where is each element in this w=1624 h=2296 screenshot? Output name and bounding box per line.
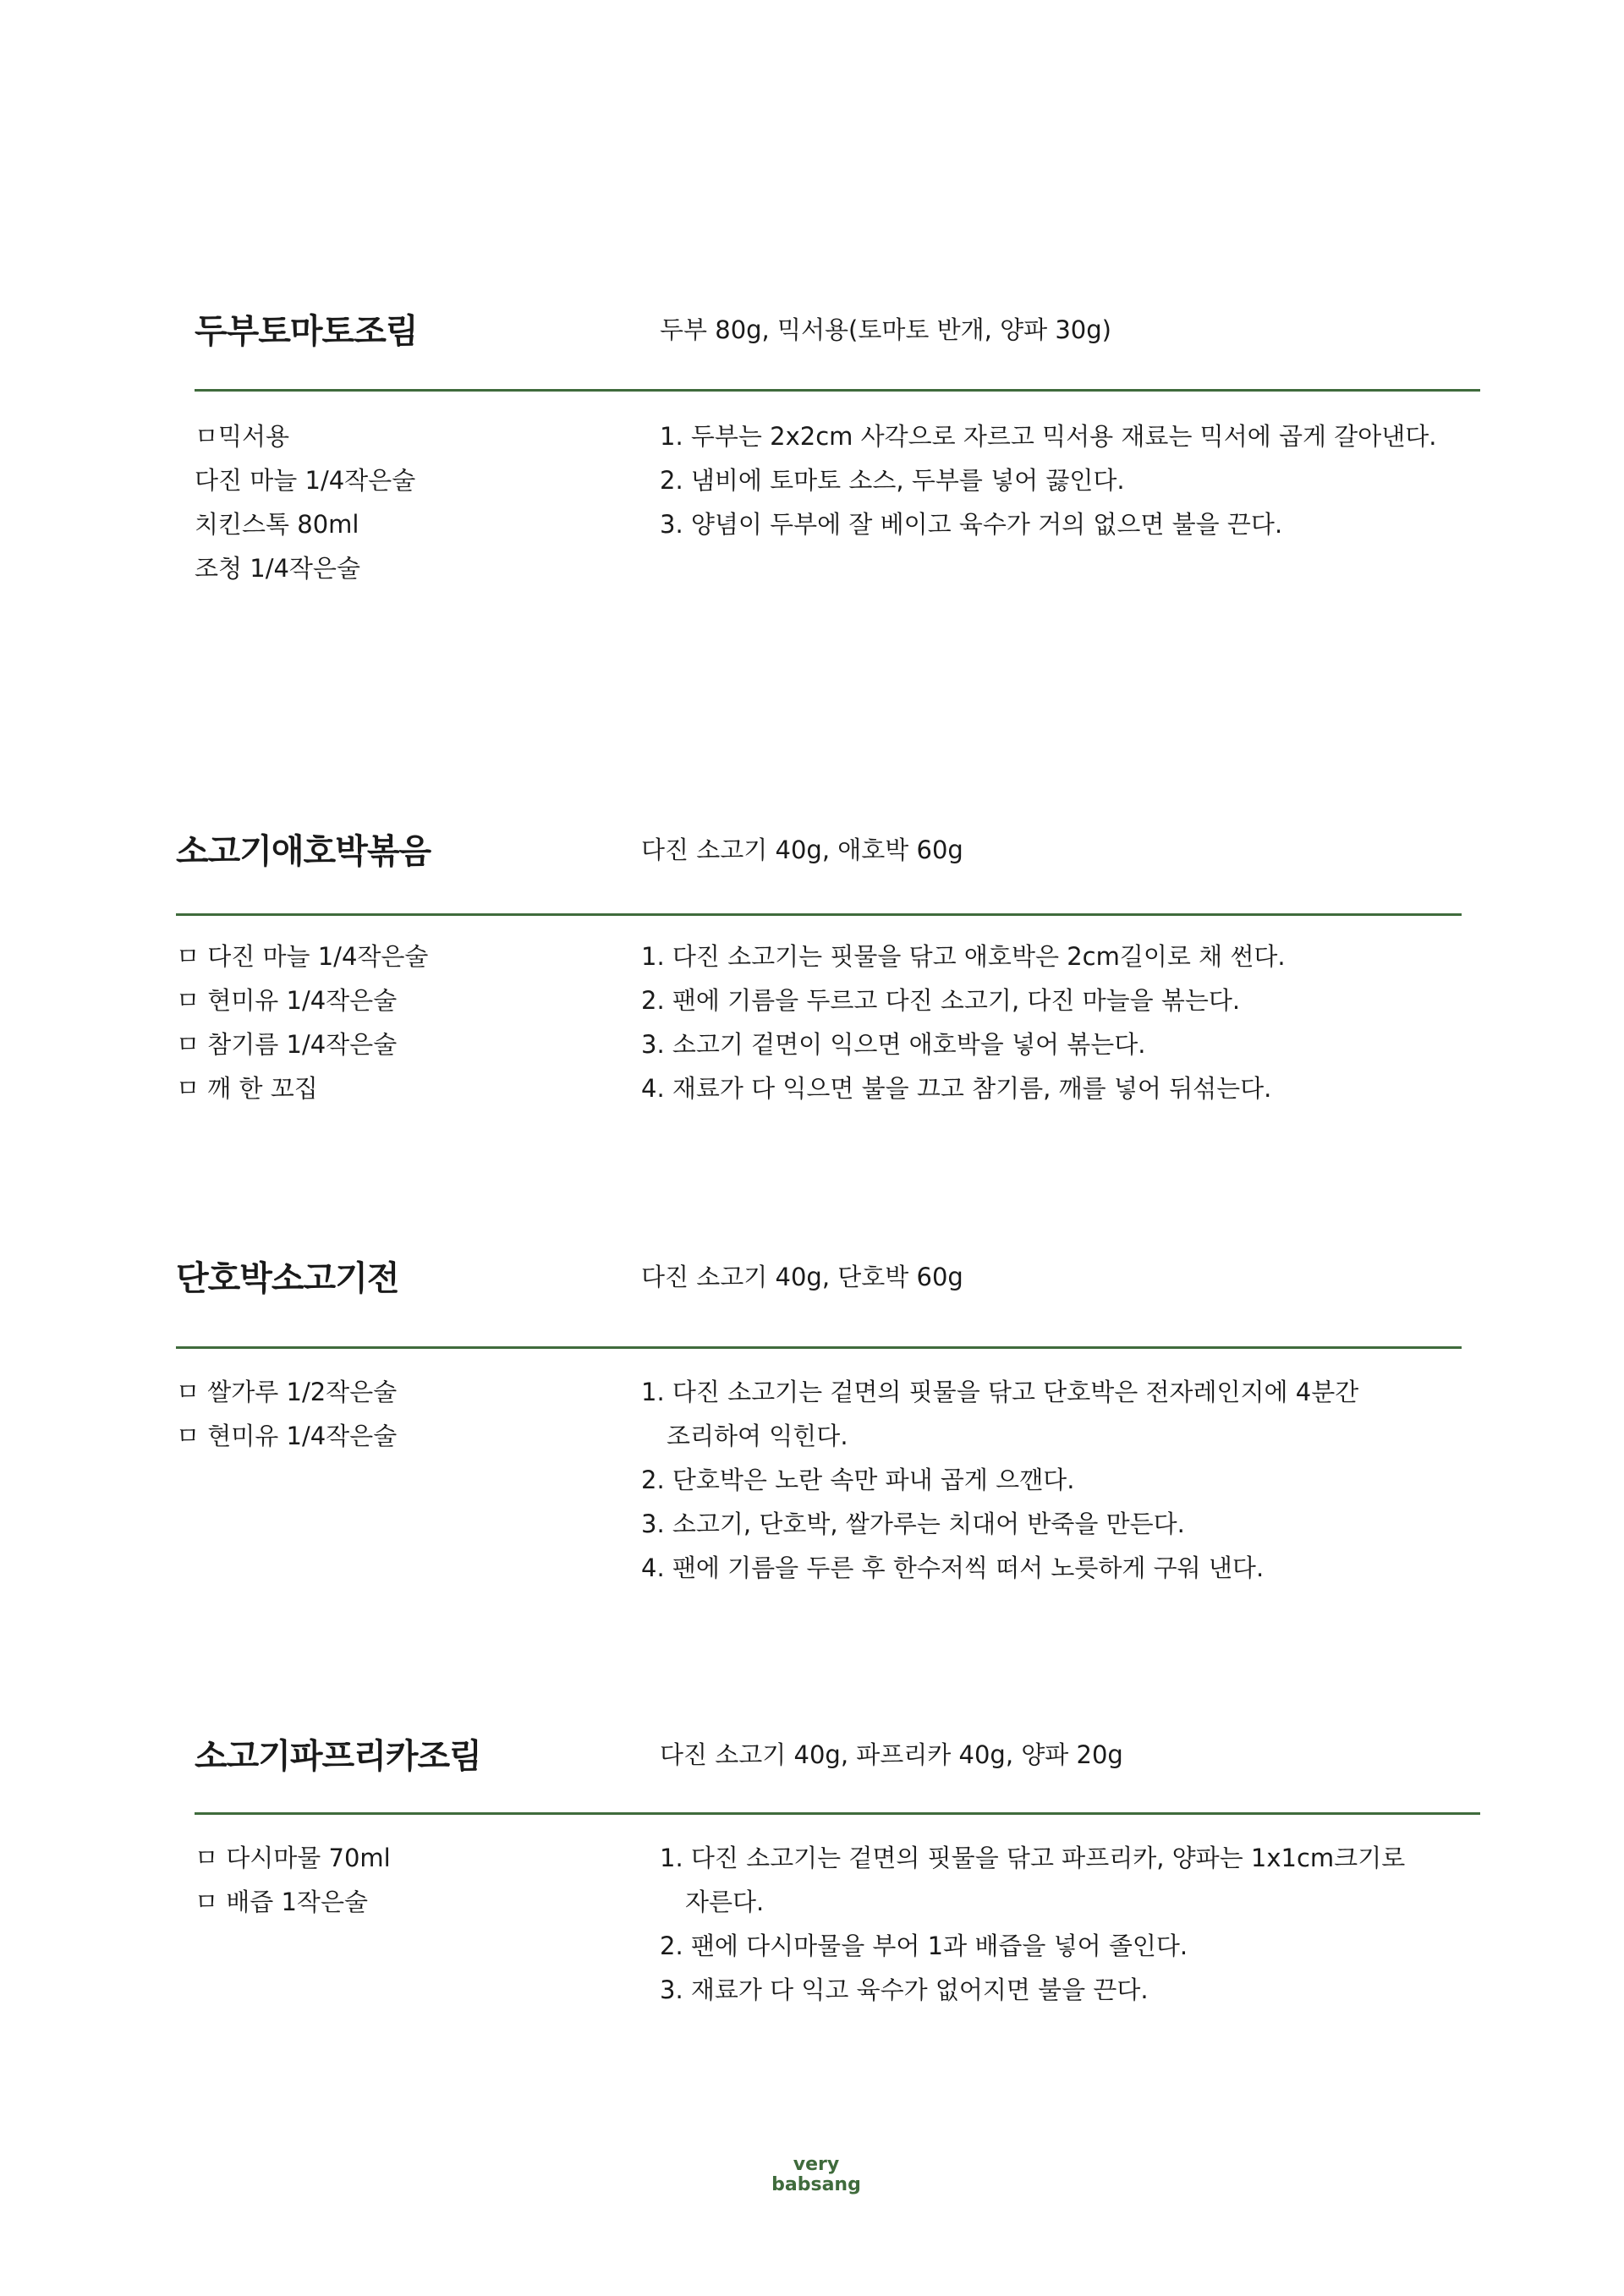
brand-logo <box>770 2155 863 2195</box>
list-item: ㅁ 배즙 1작은술 <box>195 1888 368 1916</box>
step-list <box>660 414 1489 546</box>
list-item: 2. 단호박은 노란 속만 파내 곱게 으깬다. <box>641 1466 1075 1494</box>
list-item: ㅁ 쌀가루 1/2작은술 <box>176 1378 398 1406</box>
list-item: 3. 양념이 두부에 잘 베이고 육수가 거의 없으면 불을 끈다. <box>660 510 1283 539</box>
list-item: 1. 두부는 2x2cm 사각으로 자르고 믹서용 재료는 믹서에 곱게 갈아낸다. <box>660 422 1437 451</box>
list-item: 2. 팬에 다시마물을 부어 1과 배즙을 넣어 졸인다. <box>660 1932 1188 1960</box>
list-item: 다진 마늘 1/4작은술 <box>195 466 416 495</box>
ingredient-list <box>176 1370 616 1458</box>
list-item: 4. 팬에 기름을 두른 후 한수저씩 떠서 노릇하게 구워 낸다. <box>641 1553 1265 1582</box>
list-item: 조청 1/4작은술 <box>195 554 360 583</box>
step-list <box>641 1370 1369 1590</box>
divider <box>176 913 1462 916</box>
step-list <box>660 1836 1421 2012</box>
logo-line-1: very <box>793 2154 840 2175</box>
list-item: 3. 소고기, 단호박, 쌀가루는 치대어 반죽을 만든다. <box>641 1510 1185 1538</box>
list-item: ㅁ 참기름 1/4작은술 <box>176 1030 398 1059</box>
list-item: 1. 다진 소고기는 겉면의 핏물을 닦고 단호박은 전자레인지에 4분간 조리하여 익힌다. <box>641 1378 1359 1450</box>
recipe-title: 단호박소고기전 <box>176 1259 399 1298</box>
ingredient-list <box>195 1836 634 1924</box>
recipe-main-ingredients: 다진 소고기 40g, 파프리카 40g, 양파 20g <box>660 1740 1123 1769</box>
recipe-header <box>195 304 1480 355</box>
recipe-header <box>176 825 1462 875</box>
step-list <box>641 934 1470 1110</box>
recipe-title: 소고기애호박볶음 <box>176 832 431 871</box>
recipe-main-ingredients: 다진 소고기 40g, 애호박 60g <box>641 836 963 864</box>
ingredient-list <box>195 414 634 590</box>
recipe-title: 소고기파프리카조림 <box>195 1737 481 1776</box>
divider <box>195 389 1480 392</box>
recipe-header <box>176 1252 1462 1302</box>
recipe-main-ingredients: 두부 80g, 믹서용(토마토 반개, 양파 30g) <box>660 315 1111 344</box>
logo-line-2: babsang <box>771 2174 861 2195</box>
divider <box>195 1812 1480 1815</box>
divider <box>176 1346 1462 1349</box>
list-item: 1. 다진 소고기는 핏물을 닦고 애호박은 2cm길이로 채 썬다. <box>641 942 1286 971</box>
list-item: 1. 다진 소고기는 겉면의 핏물을 닦고 파프리카, 양파는 1x1cm크기로 자른다. <box>660 1844 1406 1916</box>
list-item: 2. 냄비에 토마토 소스, 두부를 넣어 끓인다. <box>660 466 1125 495</box>
list-item: 3. 소고기 겉면이 익으면 애호박을 넣어 볶는다. <box>641 1030 1146 1059</box>
list-item: 4. 재료가 다 익으면 불을 끄고 참기름, 깨를 넣어 뒤섞는다. <box>641 1074 1272 1103</box>
list-item: ㅁ 깨 한 꼬집 <box>176 1074 318 1103</box>
list-item: ㅁ 현미유 1/4작은술 <box>176 1422 398 1450</box>
list-item: ㅁ 다시마물 70ml <box>195 1844 391 1872</box>
recipe-tofu-tomato <box>195 304 1480 583</box>
list-item: 3. 재료가 다 익고 육수가 없어지면 불을 끈다. <box>660 1975 1149 2004</box>
recipe-main-ingredients: 다진 소고기 40g, 단호박 60g <box>641 1263 963 1291</box>
list-item: ㅁ믹서용 <box>195 422 290 451</box>
recipe-title: 두부토마토조림 <box>195 312 418 351</box>
list-item: 치킨스톡 80ml <box>195 510 359 539</box>
list-item: ㅁ 현미유 1/4작은술 <box>176 986 398 1015</box>
list-item: ㅁ 다진 마늘 1/4작은술 <box>176 942 429 971</box>
recipe-header <box>195 1729 1480 1780</box>
recipe-pumpkin-beef-pancake <box>176 1252 1462 1582</box>
recipe-beef-zucchini <box>176 825 1462 1103</box>
ingredient-list <box>176 934 616 1110</box>
list-item: 2. 팬에 기름을 두르고 다진 소고기, 다진 마늘을 볶는다. <box>641 986 1241 1015</box>
recipe-beef-paprika <box>195 1729 1480 2004</box>
